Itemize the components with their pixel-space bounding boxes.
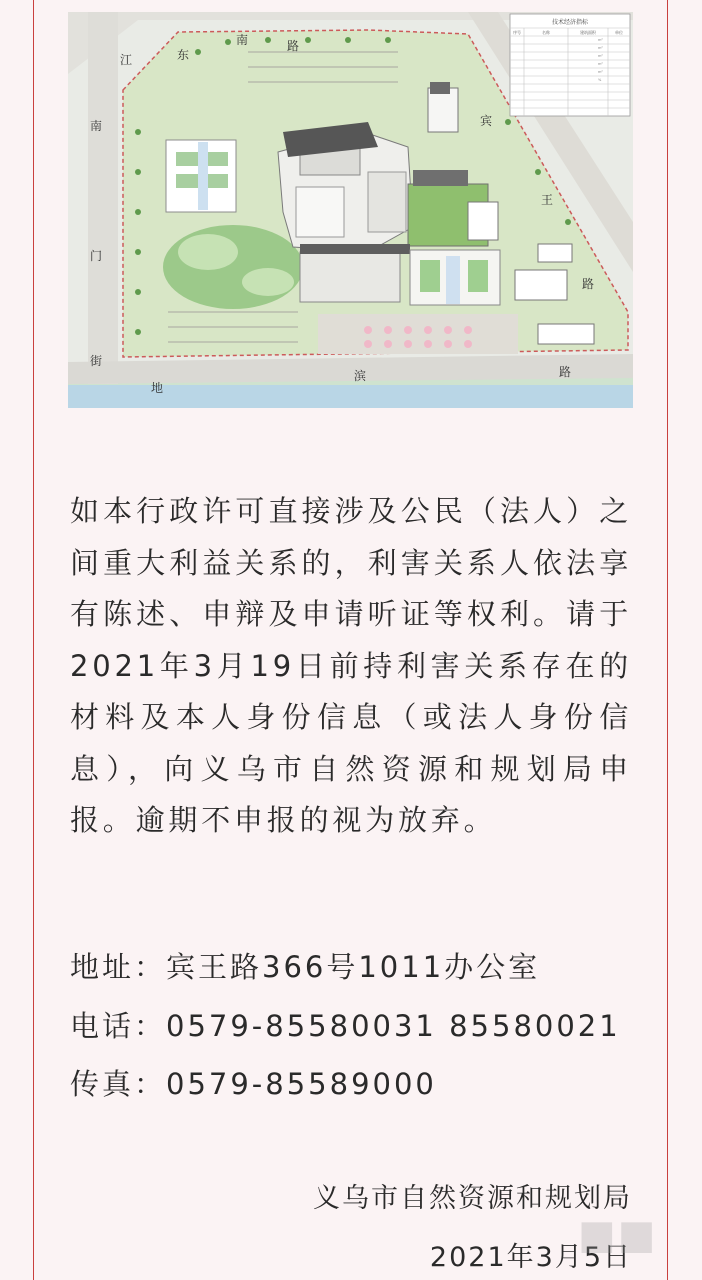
road-label: 路 bbox=[581, 277, 595, 291]
road-label: 地 bbox=[150, 381, 164, 395]
svg-text:m²: m² bbox=[598, 38, 603, 42]
svg-text:m²: m² bbox=[598, 62, 603, 66]
svg-text:m²: m² bbox=[598, 54, 603, 58]
issue-date: 2021年3月5日 bbox=[429, 1242, 632, 1273]
road-label: 路 bbox=[558, 365, 572, 379]
right-border-line bbox=[667, 0, 668, 1280]
watermark-logo-icon: ■■ bbox=[578, 1212, 658, 1258]
road-label: 宾 bbox=[479, 114, 493, 128]
svg-text:%: % bbox=[598, 78, 602, 82]
road-label: 南 bbox=[235, 33, 249, 47]
road-label: 南 bbox=[89, 119, 103, 133]
map-table-head-4: 单位 bbox=[615, 30, 623, 35]
road-label: 街 bbox=[89, 354, 103, 368]
road-label: 门 bbox=[89, 249, 103, 263]
phone-line: 电话：0579-85580031 85580021 bbox=[70, 1009, 621, 1043]
road-label: 王 bbox=[540, 193, 554, 207]
road-label: 滨 bbox=[353, 369, 367, 383]
left-border-line bbox=[33, 0, 34, 1280]
fax-line: 传真：0579-85589000 bbox=[70, 1067, 437, 1101]
svg-text:m²: m² bbox=[598, 70, 603, 74]
address-line: 地址：宾王路366号1011办公室 bbox=[70, 950, 541, 984]
road-label: 路 bbox=[286, 39, 300, 53]
issuer-org: 义乌市自然资源和规划局 bbox=[313, 1183, 632, 1214]
road-label: 东 bbox=[176, 48, 190, 62]
site-plan-image bbox=[68, 12, 633, 408]
map-table-title: 技术经济指标 bbox=[551, 19, 589, 26]
svg-text:m²: m² bbox=[598, 46, 603, 50]
notice-paragraph: 如本行政许可直接涉及公民（法人）之间重大利益关系的，利害关系人依法享有陈述、申辩及申请听证等权利。请于2021年3月19日前持利害关系存在的材料及本人身份信息（或法人身份信息），向义乌市自然资源和规划局申报。逾期不申报的视为放弃。 bbox=[70, 494, 632, 837]
map-table-head-1: 序号 bbox=[513, 30, 521, 35]
map-table-head-3: 建筑面积 bbox=[580, 30, 596, 35]
map-table-head-2: 名称 bbox=[542, 30, 550, 35]
road-label: 江 bbox=[119, 53, 133, 67]
